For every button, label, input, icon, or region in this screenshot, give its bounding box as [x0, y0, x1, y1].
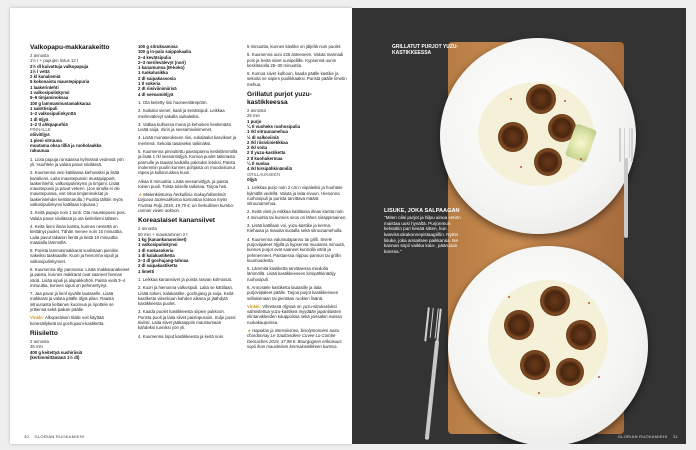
recipe-step: 3. Lisää kattilaan voi, yuzu-kastike ja kerma. Kiehauta ja mausta suolalla sekä sitruunamehulla. [247, 223, 343, 234]
tip-text: Vihreässä öljyssä on yuzu-sitrukseluksi valmistettua yuzu-kastikea myydään japanilaisten elintarvikkeiden kauppoissa sekä joissakin isoissa ruokakaupoissa. [247, 303, 342, 325]
star-icon: ★ [247, 328, 251, 334]
left-page [10, 8, 352, 444]
recipe-tip [30, 315, 130, 326]
ingredient: 2–4 kevätsipulia [138, 54, 171, 60]
page-footer [24, 434, 84, 439]
photo-label: GRILLATUT PURJOT YUZU-KASTIKKEESSA [392, 44, 459, 56]
ingredient: 100 g in-pala saippokaalia [138, 49, 192, 55]
ingredient: 1 ruokalusikka [138, 70, 168, 76]
ingredient: 2 tl kuohukermaa [247, 155, 283, 161]
magazine-name: GLORIAN RUOKAMIEHI [617, 434, 668, 439]
ingredient: 2½ dl kuivattuja valkopapuja [30, 63, 89, 69]
ingredient-list [30, 64, 130, 154]
recipe-time: 50 min + maustaminen 2 t [138, 231, 188, 237]
recipe-step: 5. Kuumenna uuni 225 asteeseen. Valuta marinadi pois ja levitä siivet uunipellille. Kypsennä uunin keskitasolla 25–30 minuuttia. [247, 52, 344, 68]
tip-label: Vinkki: [30, 315, 45, 321]
recipe-step: 6. Kuumenna öljy pannussa. Lisää makkaranakeiset ja paista, kunnes makkarat ovat saaneet hieman väriä. Lisää sipuli ja alapakkohöli. Paista vielä 3–4 minuuttia, kunnes sipuli on pehmentynyt. [30, 266, 130, 288]
recipe-servings: 2 annosta [247, 108, 266, 114]
ingredient: 1–2 tl ahkpapurhiä [30, 121, 68, 127]
recipe-step: 3. Kaada puolet kastikkeesta siipien pukkoon. Purista puoli ja laita siivet paistopussiin. Sulje pussi tiiviisti. Laita siivet jääkaappiin maustumaan kahdeksi tunniksi yön yli. [138, 309, 236, 331]
recipe-step: 4. Keitä liemi ilman kantta, kunnes nestettä on keittänyt puolet. Tähän menee noin 15 minuuttia. Laita pavut takaisin lientä ja keitä 10 minuuttia matalalla lämmöllä. [30, 223, 123, 245]
ingredient: 2 dl saipakassosia [138, 75, 176, 81]
ingredient: 2 rkl voita [247, 145, 268, 151]
column-3 [247, 44, 347, 349]
recipe-step: 2. Keitä viinit ja etikkaa kattilassa ilman kantta noin 4 minuuttia tai kunnes seos on lähes siirappimainen. [247, 209, 347, 220]
ingredient: 1 dl kalakastiketta [138, 252, 175, 258]
ingredient: rakuunaa [30, 148, 50, 154]
leek-slice [526, 84, 556, 114]
page-number: 31 [672, 434, 678, 439]
fork-icon [624, 158, 628, 238]
recipe-step: Aikaa 5 minuuttia. Lisää seesamiöljyä, ja paista toinen puoli. Toista toiselle taikinaa. Tarjoa heti. [138, 178, 229, 189]
recipe-step: 6. Annostele kastiketta lautasille ja laita purjoviipaleet päälle. Tarjoa purjot kastikkeineen sellaisenaan tai pientäan ruokien lisänä. [247, 284, 339, 301]
leek-slice [520, 350, 550, 380]
recipe-step: 7. Jaa pavut ja lienl syvälle lautaselle. Lisää makkarat ja valuta päälle öljyä pilan. Raasta sitruunasta keltainen kuorivua ja ripottele se yrttiensä sekä paikan päälle. [30, 291, 114, 313]
fork-tines [424, 307, 441, 342]
ingredient: 1 kanamunna (M-koko) [138, 65, 185, 71]
recipe-step: 4. Kuumenna loput kastikkeesta ja keitä noin [138, 333, 224, 339]
recipe-step: 1. Ota keitetty riisi huoneenlämpöön. [138, 99, 208, 105]
tip-label: Vinkki: [247, 303, 262, 309]
ingredient: 5–6 timjaminoksaa [30, 95, 69, 101]
right-page-photo [352, 8, 686, 444]
ingredient: 4 dl seesamiöljyä [138, 91, 174, 97]
fork-icon [425, 340, 439, 440]
recipe-step: 3. Keitä papuja noin 1 tunti. Ota maustepussi pois. Valuta pavut siivilässä ja ota keitinliemi talteen. [30, 210, 126, 221]
ingredient: 1 tl sokeria [138, 81, 161, 87]
page-footer [618, 434, 678, 439]
recipe-title: Valkopapu-makkarakeitto [30, 44, 110, 51]
ingredient: 1–2 valkosipulinkynttä [30, 111, 76, 117]
ingredient: muutama oksa tilliä ja ruoholaukka [30, 143, 102, 149]
leek-slice [556, 358, 584, 386]
ingredient: 1 valkosipulinkynsi [138, 242, 178, 248]
leek-slice [504, 310, 534, 340]
wine-tip [247, 328, 347, 349]
recipe-step: 2. Suikaloi sienet, kaali ja kevätsipuli. Leikkaa merilevälevyt sakalla suikaleiksi. [138, 108, 225, 119]
column-1 [30, 44, 130, 360]
ingredient: ½ dl valkoviiniä [247, 134, 279, 140]
ingredient: 4 rkl kirsipähkinämiliä [247, 166, 292, 172]
photo-caption [384, 208, 466, 255]
recipe-time: 25 min [247, 113, 260, 119]
ingredient: 1 limetti [138, 268, 155, 274]
ingredient: 1 pieni sitruuna [30, 137, 62, 143]
leek-slice [534, 148, 562, 176]
page-number: 30 [24, 434, 30, 439]
recipe-title: Riisiletto [30, 329, 58, 337]
recipe-step: 2. Kuori ja hienonna valkosipuli. Laita se kattilaan. Lisää sokeri, kalakastike, gochujang ja soija. Keitä kastiketta viitenkuun kahden aikana ja jäähdytä kastikkeesta puolet. [138, 285, 234, 307]
magazine-name: GLORIAN RUOKAMIEHI [34, 434, 85, 439]
plate-bottom [448, 246, 648, 444]
recipe-time: 35 min [30, 344, 43, 350]
recipe-servings: 2 annosta [30, 338, 49, 344]
ingredient: 2 rkl riisiviinietikkaa [247, 139, 288, 145]
ingredient: 1 dl ruokasokeria [138, 247, 174, 253]
ingredient: 1 purjo [247, 118, 262, 124]
star-icon: ★ [138, 192, 142, 198]
recipe-step: 1. Leikkaa purjo noin 2 cm:n viipaleiksi ja huuhtele kylmällä vedellä. Valuta ja laita sivuun. Hienonna ruohosipuli ja purista tarvittava määrä sitruunamehua. [247, 185, 343, 207]
leek-slice [540, 286, 570, 316]
recipe-servings: 2 annosta [30, 53, 49, 58]
ingredient: 1 rkl sitruunamehua [247, 129, 288, 135]
ingredient: 400 g keitettyä sushiriisiä [30, 349, 83, 355]
recipe-title: Koreaslaiset kanansiivet [138, 217, 215, 225]
ingredient: 2–3 merilevälevyt (nori) [138, 59, 186, 65]
wine-tip-text: Mielenkiintoisia herkullisia makuyhdistelmiä tarjoava tuotevalikoima kannattaa katsoa myös Frutista Pulp 2018, 19,75 €, on herkullinen kumbo-rannan vivien ankoon. [138, 192, 235, 214]
ingredient: 2 dl saipakastiketta [138, 263, 178, 269]
ingredient: 100 g lammasmustamakkaraa [30, 100, 91, 106]
recipe-servings: 2 annosta [138, 226, 157, 232]
tip-text: Alkuperäisen tilalle voit käyttää konesäilyketä tai gochujuuni-kastiketta. [30, 315, 105, 326]
leek-slice [498, 122, 528, 152]
ingredient: 5 kokonaista maustepippuria [30, 79, 90, 85]
ingredient: 1½ l vettä [30, 68, 50, 74]
recipe-step: 5. Kuumenna pinnoitettu paistopannu keskilämmöllä ja lisää 1 rkl seesamiöljyä. Kumoa puolet taikinasta pannulle ja taaotai lusikalla paksuksi letuksi. Paista molemmin puolin kunnes pohjasta on muodostunut rapea ja kullanruskea kuori. [138, 149, 238, 176]
fork-tines [619, 128, 633, 162]
ingredient: 1 valkosipulinkynsi [30, 90, 70, 96]
caption-text: "Miten olisi purjot ja hilpu ainoa vetiön maistaa uusi hyvältä. Purjonmun kelvattiin pari kesää sitten, kun kasvisruokakonnepistaagrillin. Nyttei lisuke, joka ansaitsee paikkansa. Ne kannan sopii vaikka kala-, pääruoan kanssa." [384, 214, 461, 255]
ingredient-subheading: PINNALLE [30, 127, 51, 133]
recipe-title: Grillatut purjot yuzu-kastikkeessa [247, 91, 312, 107]
recipe-step: 1. Liota papuja runsaassa kylmässä vedessä yön yli. Huuhtele ja valuta pavut siivilässä. [30, 156, 124, 167]
recipe-time: 1½ t + papujen liotus 12 t [30, 58, 79, 64]
recipe-tip [247, 304, 347, 325]
column-2 [138, 44, 238, 339]
ingredient: 1 laakerinlehti [30, 84, 59, 90]
ingredient: 2 kl kanaliemiä [30, 74, 61, 80]
ingredient: ¼ tl suolaa [247, 161, 270, 167]
ingredient: (kertimmittämänä 1½ dl) [30, 354, 80, 360]
plate-top [440, 38, 636, 234]
recipe-step: 5. Lämmitä kastiketta tarvittaessa miedolla lämmöllä. Lisää kastikkeeseen kirsipähkinäöljy ruohosipuli. [247, 266, 336, 282]
recipe-step: 5. Purista lammasmakkarat suolistaan pienikin nakeiksi taaksaaille. Kuori ja hienonna sipuli ja valkosipulinkynnet. [30, 248, 119, 264]
leek-slice [566, 320, 596, 350]
recipe-step: 6. Kumoa siivet kulhoon, kaada päälle kastike ja sekoita ne siipien puolikkaaksi. Purista päälle limetin mehua. [247, 71, 347, 87]
ingredient: ¼ tl vuoheks ruohosipulia [247, 123, 301, 129]
recipe-step: 2. Kuumenna vesi kattilassa kiehuvaksi ja lisää kanaliemi. Laita maustepussin mustapippurit, laakerinlehti, valkosipulinkynsi ja timjami. Lisää maustepussi ja pavut veteen. (Jos sinulla ei ole maustepussia, voit sitoa timjaminoksat ja laakerinlehdet keittiönarulla.) Puolita tällöin myös valkosipulinkynsi kattilaan lopussa.) [30, 170, 123, 208]
ingredient: 1 dl öljyä [30, 116, 49, 122]
recipe-step: 4. Lisää munaseokseen riisi, sukalaalut kasvikset ja meriIevä. Sekoita tasaiseksi taikinaksi. [138, 135, 237, 146]
ingredient: 2–3 dl gochujang-tahnaa [138, 258, 189, 264]
recipe-step: 3. Vatkaa kulhossa muna ja kehuinen keskenään. Lisää soija, mirin ja seesamiviinimenet. [138, 121, 233, 133]
recipe-step: 1. Leikkaa kanansiivet ja poista rasvan kolmiosat. [138, 276, 233, 282]
wine-tip-text: Hapokas ja intensiivinen, bisolymonnien tuotu chardonnay Le Saultandiere Cuvee Lo Combe Deoraches 2019, 37,98 €. Bourgognen erikoisuus sopii ihan mausteisen kermakastikkeen kanssa. [247, 328, 342, 349]
recipe-step: 5 minuuttia, kunnes kastike on jäljellä noin puolet. [247, 44, 342, 49]
ingredient: oliiviöljyä [30, 132, 50, 138]
ingredient: 100 g sitruksamisia [138, 44, 178, 49]
recipe-step: 4. Kuumenna valurautapannu tai grilli. Sivele purjoviipaleet öljyllä ja kypsennä muutama minuutti, kunnes purjot ovat saaneet kunnolla väriä ja pehmenneet. Paistaessa riippuu pannun tai grillin kuumuudesta. [247, 236, 345, 263]
ingredient: öljyä [247, 176, 257, 182]
ingredient: 2 tl yuzu-kastiketta [247, 150, 286, 156]
ingredient: 1 salottisipuli [30, 105, 58, 111]
ingredient: 1 kg (kanankanansiivet) [138, 236, 187, 242]
ingredient-subheading: GRILLAUKSEEN [247, 171, 280, 177]
caption-title: LISUKE, JOKA SALPAAGAN [384, 208, 460, 214]
wine-tip [138, 192, 238, 213]
ingredient: 2 dl riisiviinimiirisä [138, 86, 177, 92]
